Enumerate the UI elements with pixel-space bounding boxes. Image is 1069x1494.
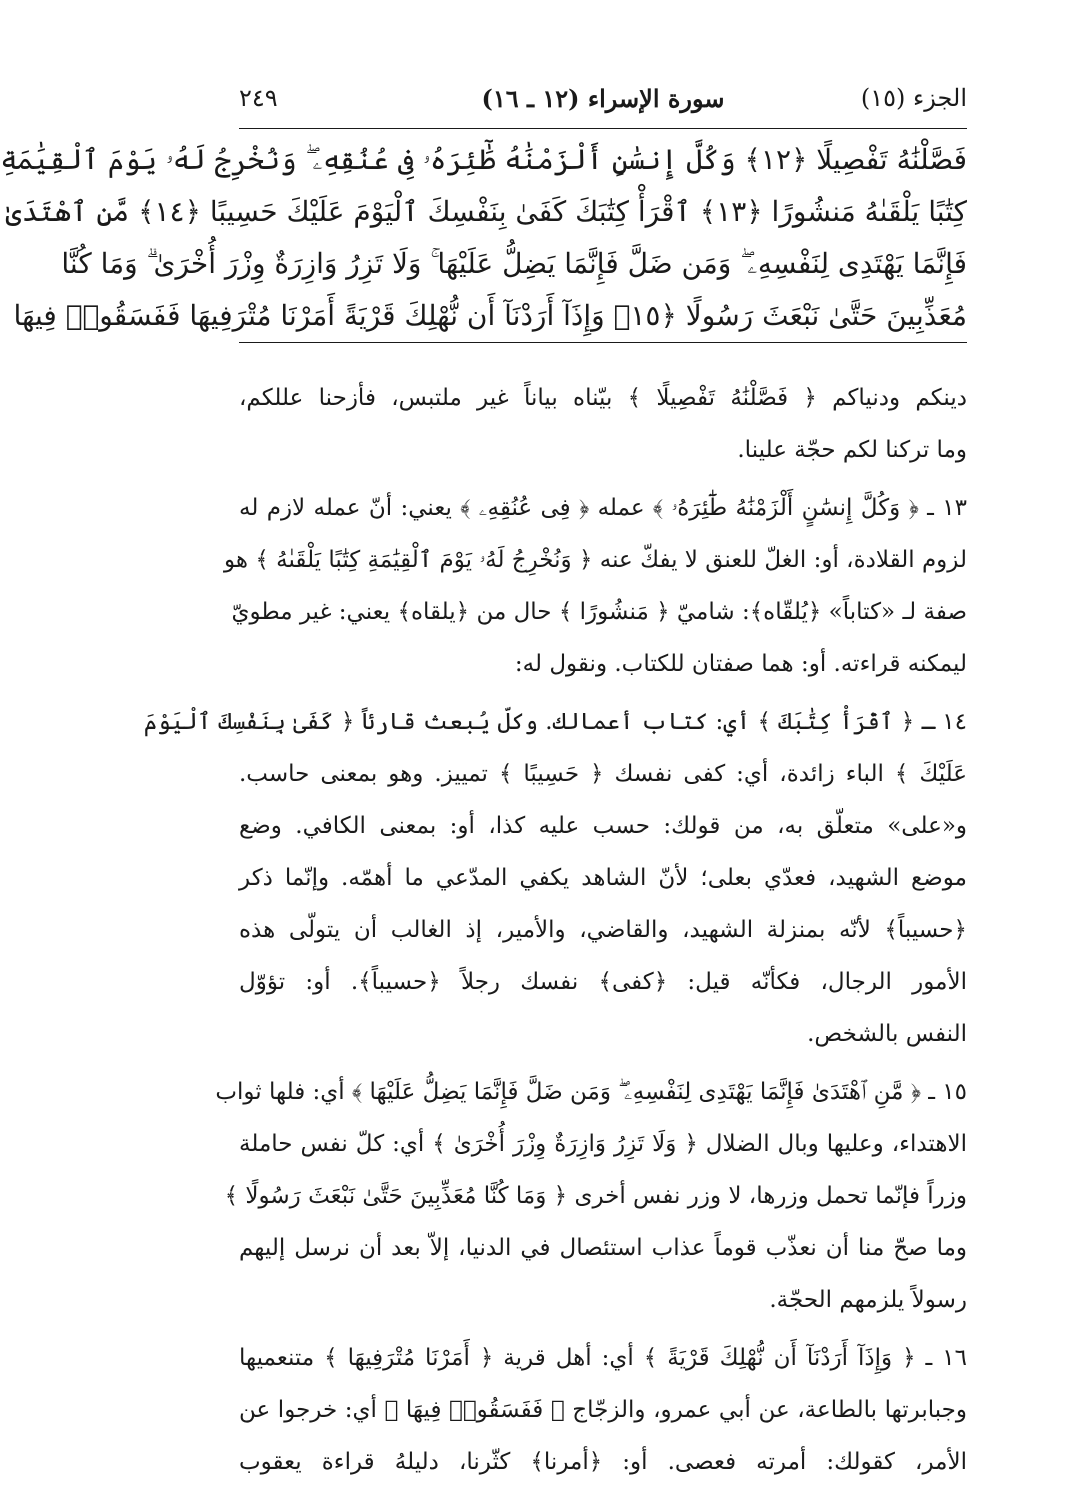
commentary-paragraph-intro (239, 372, 967, 476)
quran-line: كِتَٰبًا يَلْقَىٰهُ مَنشُورًا ﴿١٣﴾ ٱقْرَأْ كِتَٰبَكَ كَفَىٰ بِنَفْسِكَ ٱلْيَوْمَ عَلَيْكَ حَسِيبًا ﴿١٤﴾ مَّنِ ٱهْتَدَىٰ (5, 195, 967, 228)
book-page (0, 82, 967, 1475)
commentary-line: النفس بالشخص. (807, 1021, 967, 1047)
running-header (239, 82, 967, 122)
commentary-paragraph-13 (224, 482, 967, 690)
commentary-line: ١٣ ـ ﴿ وَكُلَّ إِنسَٰنٍ أَلْزَمْنَٰهُ طَٰٓئِرَهُۥ ﴾ عمله ﴿ فِى عُنُقِهِۦ ﴾ يعني: أنّ عمله لازم له (239, 495, 967, 521)
commentary-line: وزراً فإنّما تحمل وزرها، لا وزر نفس أخرى ﴿ وَمَا كُنَّا مُعَذِّبِينَ حَتَّىٰ نَبْعَثَ رَسُولًا ﴾ (224, 1183, 967, 1209)
text-divider (239, 342, 967, 343)
commentary-paragraph-15 (215, 1066, 967, 1326)
commentary-line: رسولاً يلزمهم الحجّة. (769, 1287, 967, 1313)
juz-label: الجزء (١٥) (860, 84, 967, 112)
commentary-block (143, 372, 967, 1494)
commentary-line: و«على» متعلّق به، من قولك: حسب عليه كذا، أو: بمعنى الكافي. وضع (239, 813, 967, 839)
commentary-paragraph-14 (143, 696, 967, 1060)
quran-line: مُعَذِّبِينَ حَتَّىٰ نَبْعَثَ رَسُولًا ﴿١٥﴾ وَإِذَآ أَرَدْنَآ أَن نُّهْلِكَ قَرْيَةً أَمَرْنَا مُتْرَفِيهَا فَفَسَقُوا۟ فِيهَا (13, 299, 967, 332)
surah-title: سورة الإسراء (١٢ ـ ١٦) (481, 84, 725, 113)
commentary-line: وجبابرتها بالطاعة، عن أبي عمرو، والزجّاج ﴿ فَفَسَقُوا۟ فِيهَا ﴾ أي: خرجوا عن (239, 1397, 967, 1423)
quran-text-block (0, 134, 967, 342)
commentary-line: الأمر، كقولك: أمرته فعصى. أو: ﴿أمرنا﴾ كثّرنا، دليلهُ قراءة يعقوب (239, 1449, 967, 1475)
commentary-line: الاهتداء، وعليها وبال الضلال ﴿ وَلَا تَزِرُ وَازِرَةٌ وِزْرَ أُخْرَىٰ ﴾ أي: كلّ نفس حاملة (239, 1131, 967, 1157)
commentary-line: وما صحّ منا أن نعذّب قوماً عذاب استئصال في الدنيا، إلاّ بعد أن نرسل إليهم (239, 1235, 967, 1261)
commentary-line: ليمكنه قراءته. أو: هما صفتان للكتاب. ونقول له: (514, 651, 967, 677)
commentary-line: ١٦ ـ ﴿ وَإِذَآ أَرَدْنَآ أَن نُّهْلِكَ قَرْيَةً ﴾ أي: أهل قرية ﴿ أَمَرْنَا مُتْرَفِيهَا ﴾ متنعميها (239, 1345, 967, 1371)
quran-line: فَصَّلْنَٰهُ تَفْصِيلًا ﴿١٢﴾ وَكُلَّ إِنسَٰنٍ أَلْزَمْنَٰهُ طَٰٓئِرَهُۥ فِى عُنُقِهِۦ ۖ وَنُخْرِجُ لَهُۥ يَوْمَ ٱلْقِيَٰمَةِ (0, 143, 967, 176)
commentary-line: الأمور الرجال، فكأنّه قيل: ﴿كفى﴾ نفسك رجلاً ﴿حسيباً﴾. أو: تؤوّل (239, 969, 967, 995)
commentary-line: ١٤ ـ ﴿ ٱقْرَأْ كِتَٰبَكَ ﴾ أي: كتاب أعمالك. وكلّ يُبعث قارئاً ﴿ كَفَىٰ بِنَفْسِكَ ٱلْيَوْمَ (143, 709, 967, 735)
commentary-line: عَلَيْكَ ﴾ الباء زائدة، أي: كفى نفسك ﴿ حَسِيبًا ﴾ تمييز. وهو بمعنى حاسب. (239, 761, 967, 787)
page-number: ٢٤٩ (239, 84, 278, 112)
commentary-paragraph-16 (239, 1332, 967, 1488)
quran-line: فَإِنَّمَا يَهْتَدِى لِنَفْسِهِۦ ۖ وَمَن ضَلَّ فَإِنَّمَا يَضِلُّ عَلَيْهَا ۚ وَلَا تَزِرُ وَازِرَةٌ وِزْرَ أُخْرَىٰ ۗ وَمَا كُنَّا (61, 247, 967, 280)
header-divider (239, 128, 967, 129)
commentary-line: ١٥ ـ ﴿ مَّنِ ٱهْتَدَىٰ فَإِنَّمَا يَهْتَدِى لِنَفْسِهِۦ ۖ وَمَن ضَلَّ فَإِنَّمَا يَضِلُّ عَلَيْهَا ﴾ أي: فلها ثواب (215, 1079, 967, 1105)
commentary-line: وما تركنا لكم حجّة علينا. (737, 437, 967, 463)
commentary-line: دينكم ودنياكم ﴿ فَصَّلْنَٰهُ تَفْصِيلًا ﴾ بيّناه بياناً غير ملتبس، فأزحنا عللكم، (239, 385, 967, 411)
commentary-line: لزوم القلادة، أو: الغلّ للعنق لا يفكّ عنه ﴿ وَنُخْرِجُ لَهُۥ يَوْمَ ٱلْقِيَٰمَةِ كِتَٰبًا يَلْقَىٰهُ ﴾ هو (224, 547, 967, 573)
commentary-line: ﴿حسيباً﴾ لأنّه بمنزلة الشهيد، والقاضي، والأمير، إذ الغالب أن يتولّى هذه (239, 917, 967, 943)
commentary-line: صفة لـ «كتاباً» ﴿يُلقّاه﴾: شاميّ ﴿ مَنشُورًا ﴾ حال من ﴿يلقاه﴾ يعني: غير مطويّ (231, 599, 967, 625)
commentary-line: موضع الشهيد، فعدّي بعلى؛ لأنّ الشاهد يكفي المدّعي ما أهمّه. وإنّما ذكر (239, 865, 967, 891)
